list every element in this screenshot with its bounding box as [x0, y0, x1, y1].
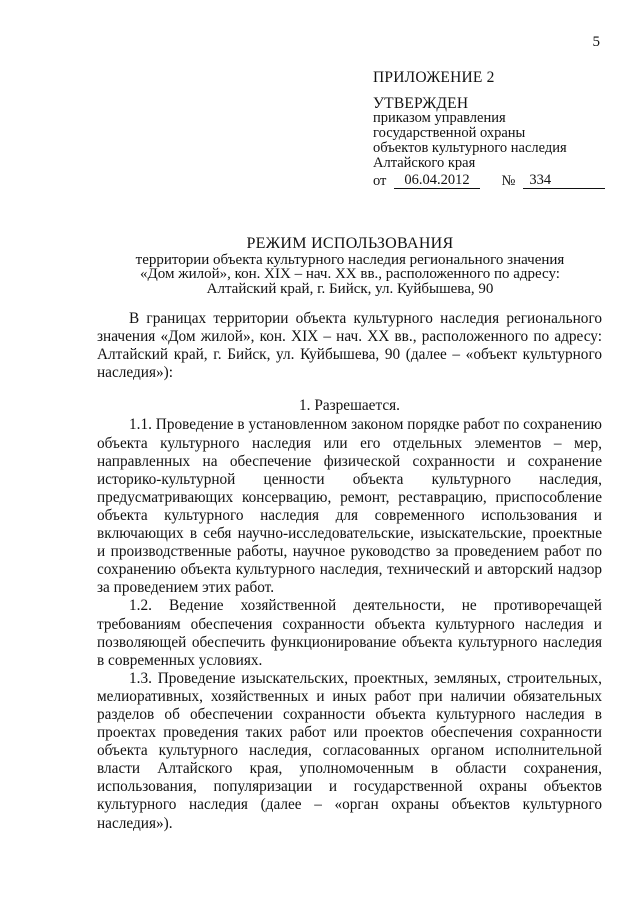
document-body — [97, 310, 602, 833]
title-line: «Дом жилой», кон. XIX – нач. XX вв., расположенного по адресу: — [140, 266, 560, 282]
paragraph-1-3: 1.3. Проведение изыскательских, проектных, земляных, строительных, мелиоративных, хозяйственных и иных работ при наличии обязательных разделов об обеспечении сохранности объекта культурного наследия в проектах проведения таких работ или проектов обеспечения сохранности объекта культурного наследия, согласованных органом исполнительной власти Алтайского края, уполномоченным в области сохранения, использования, популяризации и государственной охраны объектов культурного наследия (далее – «орган охраны объектов культурного наследия»). — [97, 669, 602, 832]
approved-label: УТВЕРЖДЕН — [373, 95, 469, 112]
approval-block — [373, 70, 605, 189]
annex-label: ПРИЛОЖЕНИЕ 2 — [373, 69, 495, 86]
document-title: РЕЖИМ ИСПОЛЬЗОВАНИЯ — [246, 235, 454, 252]
order-date: 06.04.2012 — [394, 173, 479, 189]
section-heading: 1. Разрешается. — [299, 397, 400, 415]
approval-line: объектов культурного наследия — [373, 140, 567, 156]
page-number: 5 — [592, 34, 600, 50]
approval-line: Алтайского края — [373, 155, 476, 171]
number-sign: № — [501, 173, 516, 189]
from-label: от — [373, 173, 387, 189]
paragraph-1-1: 1.1. Проведение в установленном законом порядке работ по сохранению объекта культурного наследия или его отдельных элементов – мер, направленных на обеспечение физической сохранности и сохранение историко-культурной ценности объекта культурного наследия, предусматривающих консервацию, ремонт, реставрацию, приспособление объекта культурного наследия для современного использования и включающих в себя научно-исследовательские, изыскательские, проектные и производственные работы, научное руководство за проведением работ по сохранению объекта культурного наследия, технический и авторский надзор за проведением этих работ. — [97, 416, 602, 597]
approval-line: государственной охраны — [373, 125, 526, 141]
document-title-block — [110, 237, 590, 296]
approval-line: приказом управления — [373, 110, 506, 126]
title-line: территории объекта культурного наследия регионального значения — [135, 251, 565, 268]
order-date-number-row — [373, 173, 605, 189]
order-number: 334 — [523, 173, 605, 189]
title-line: Алтайский край, г. Бийск, ул. Куйбышева, 90 — [206, 280, 494, 297]
intro-paragraph: В границах территории объекта культурного наследия регионального значения «Дом жилой», кон. XIX – нач. XX вв., расположенного по адресу: Алтайский край, г. Бийск, ул. Куйбышева, 90 (далее – «объект культурного наследия»): — [97, 310, 602, 382]
paragraph-1-2: 1.2. Ведение хозяйственной деятельности, не противоречащей требованиям обеспечения сохранности объекта культурного наследия и позволяющей обеспечить функционирование объекта культурного наследия в современных условиях. — [97, 597, 602, 669]
